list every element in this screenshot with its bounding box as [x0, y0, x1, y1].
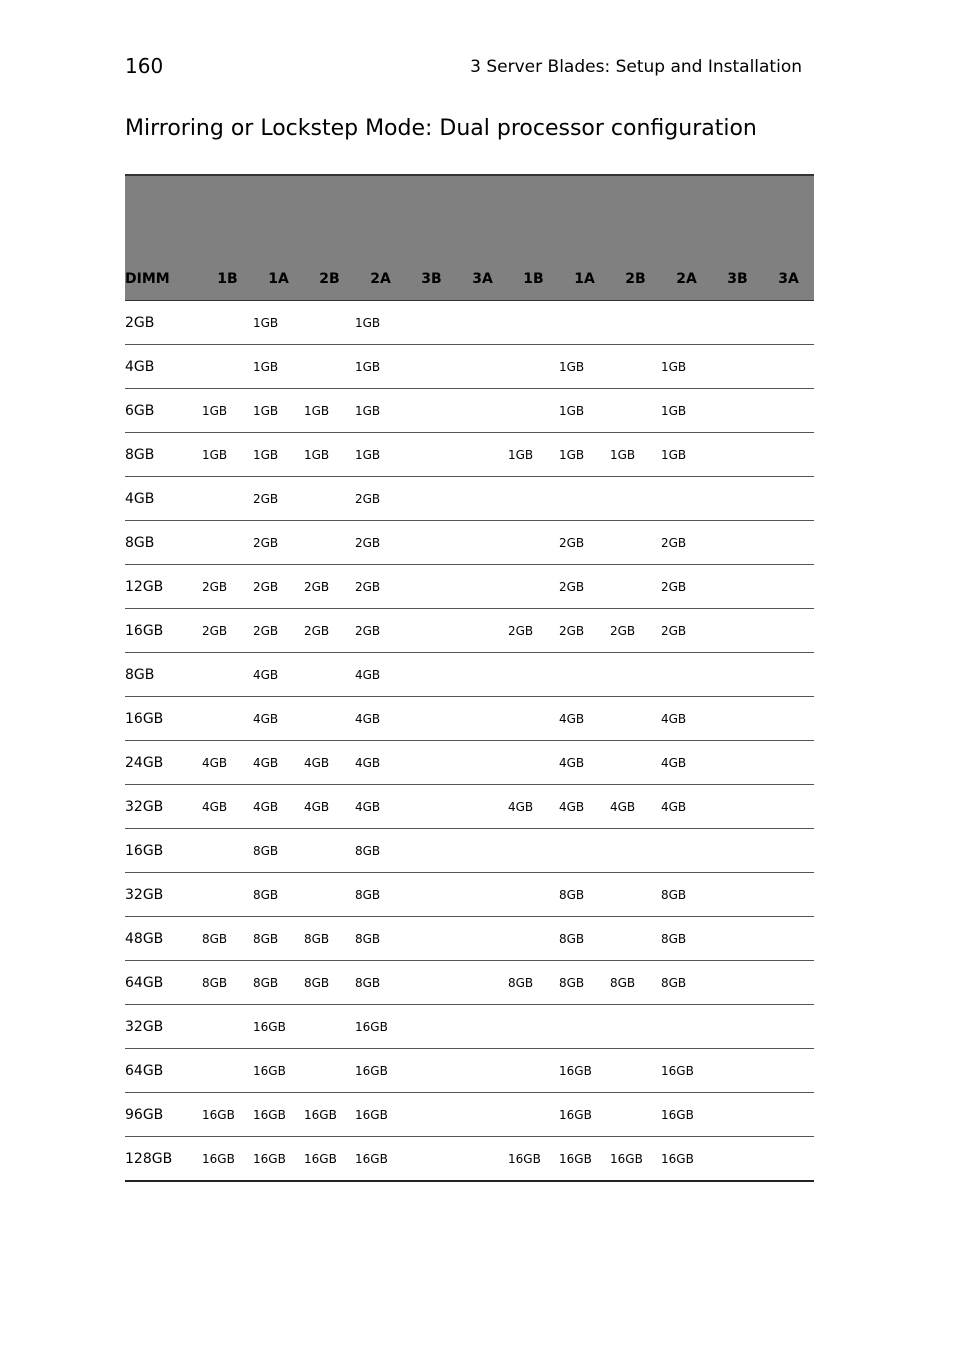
table-row	[125, 345, 814, 389]
table-cell: 1GB	[253, 301, 304, 345]
table-row	[125, 1005, 814, 1049]
table-cell	[457, 301, 508, 345]
table-cell	[304, 345, 355, 389]
row-total-cell: 8GB	[125, 433, 202, 477]
table-cell	[406, 345, 457, 389]
table-cell	[202, 653, 253, 697]
table-cell	[202, 697, 253, 741]
column-header: 1A	[559, 257, 610, 301]
row-total-cell: 96GB	[125, 1093, 202, 1137]
table-cell: 1GB	[559, 433, 610, 477]
table-cell: 8GB	[304, 961, 355, 1005]
table-cell	[712, 521, 763, 565]
table-cell	[406, 477, 457, 521]
table-cell: 16GB	[253, 1049, 304, 1093]
row-total-cell: 12GB	[125, 565, 202, 609]
table-cell	[406, 433, 457, 477]
table-cell: 2GB	[202, 609, 253, 653]
table-cell	[406, 565, 457, 609]
table-cell	[763, 961, 814, 1005]
table-cell: 8GB	[559, 873, 610, 917]
table-cell	[508, 653, 559, 697]
page-number: 160	[125, 54, 164, 78]
table-cell: 16GB	[253, 1005, 304, 1049]
table-row	[125, 1137, 814, 1182]
table-cell	[202, 301, 253, 345]
table-cell	[457, 697, 508, 741]
table-cell: 2GB	[304, 565, 355, 609]
row-total-cell: 4GB	[125, 345, 202, 389]
table-cell	[763, 741, 814, 785]
table-cell	[202, 477, 253, 521]
column-header: DIMM	[125, 257, 202, 301]
table-cell	[457, 345, 508, 389]
table-cell: 1GB	[202, 389, 253, 433]
table-cell	[610, 653, 661, 697]
table-cell: 4GB	[304, 741, 355, 785]
table-cell: 8GB	[355, 873, 406, 917]
table-cell	[712, 1049, 763, 1093]
table-cell	[508, 1005, 559, 1049]
table-cell: 2GB	[559, 609, 610, 653]
table-cell: 16GB	[661, 1049, 712, 1093]
table-row	[125, 873, 814, 917]
table-cell: 8GB	[355, 961, 406, 1005]
table-cell	[763, 873, 814, 917]
table-cell	[508, 697, 559, 741]
row-total-cell: 6GB	[125, 389, 202, 433]
table-cell	[661, 301, 712, 345]
table-column-headers	[125, 257, 814, 301]
table-cell: 8GB	[202, 917, 253, 961]
table-cell: 16GB	[355, 1005, 406, 1049]
table-cell: 4GB	[661, 697, 712, 741]
table-cell	[508, 873, 559, 917]
table-cell: 4GB	[355, 741, 406, 785]
table-cell	[763, 697, 814, 741]
table-cell: 1GB	[304, 433, 355, 477]
table-cell	[763, 301, 814, 345]
table-cell: 1GB	[355, 433, 406, 477]
table-cell: 1GB	[559, 345, 610, 389]
table-cell	[406, 697, 457, 741]
table-cell: 16GB	[559, 1137, 610, 1182]
table-cell: 4GB	[304, 785, 355, 829]
table-cell	[610, 1093, 661, 1137]
table-cell: 2GB	[610, 609, 661, 653]
column-header: 3A	[763, 257, 814, 301]
table-cell	[610, 301, 661, 345]
table-cell: 8GB	[559, 961, 610, 1005]
table-cell: 1GB	[253, 389, 304, 433]
table-cell	[457, 477, 508, 521]
table-row	[125, 609, 814, 653]
table-cell: 4GB	[253, 785, 304, 829]
table-cell	[559, 653, 610, 697]
section-title: Mirroring or Lockstep Mode: Dual processor configuration	[125, 116, 757, 141]
table-cell: 16GB	[202, 1093, 253, 1137]
table-cell: 4GB	[559, 697, 610, 741]
table-cell	[457, 917, 508, 961]
table-cell: 4GB	[610, 785, 661, 829]
table-cell: 2GB	[253, 609, 304, 653]
table-cell: 2GB	[355, 565, 406, 609]
column-header: 2B	[304, 257, 355, 301]
table-cell	[304, 873, 355, 917]
column-header: 3A	[457, 257, 508, 301]
table-cell	[610, 829, 661, 873]
table-cell	[610, 521, 661, 565]
table-cell	[763, 785, 814, 829]
table-cell	[763, 609, 814, 653]
table-cell: 2GB	[559, 521, 610, 565]
table-row	[125, 785, 814, 829]
table-cell: 8GB	[304, 917, 355, 961]
table-cell: 16GB	[202, 1137, 253, 1182]
table-cell	[763, 653, 814, 697]
table-cell	[610, 741, 661, 785]
table-cell	[610, 917, 661, 961]
table-cell: 4GB	[202, 741, 253, 785]
table-cell	[457, 609, 508, 653]
table-cell: 2GB	[661, 609, 712, 653]
table-cell	[457, 565, 508, 609]
table-row	[125, 477, 814, 521]
table-cell	[457, 1137, 508, 1182]
table-cell: 4GB	[559, 741, 610, 785]
table-cell	[661, 653, 712, 697]
table-cell	[712, 741, 763, 785]
table-cell	[508, 917, 559, 961]
column-header: 2A	[661, 257, 712, 301]
table-row	[125, 301, 814, 345]
table-cell	[712, 433, 763, 477]
table-cell	[763, 917, 814, 961]
table-cell	[406, 829, 457, 873]
table-cell: 4GB	[355, 697, 406, 741]
table-cell: 1GB	[355, 389, 406, 433]
table-cell	[406, 609, 457, 653]
row-total-cell: 128GB	[125, 1137, 202, 1182]
table-row	[125, 917, 814, 961]
table-cell	[508, 1093, 559, 1137]
table-cell	[712, 653, 763, 697]
table-row	[125, 829, 814, 873]
table-cell: 2GB	[661, 521, 712, 565]
row-total-cell: 8GB	[125, 521, 202, 565]
table-row	[125, 1049, 814, 1093]
table-cell	[712, 1137, 763, 1182]
table-cell	[661, 1005, 712, 1049]
table-cell: 2GB	[355, 521, 406, 565]
table-cell: 16GB	[304, 1137, 355, 1182]
table-cell	[457, 1005, 508, 1049]
table-cell	[712, 873, 763, 917]
table-cell	[406, 653, 457, 697]
table-cell	[457, 785, 508, 829]
table-cell	[457, 389, 508, 433]
table-cell	[610, 1005, 661, 1049]
table-cell: 4GB	[202, 785, 253, 829]
row-total-cell: 24GB	[125, 741, 202, 785]
running-header: 3 Server Blades: Setup and Installation	[470, 57, 802, 77]
table-cell: 4GB	[355, 785, 406, 829]
table-row	[125, 961, 814, 1005]
table-cell: 8GB	[661, 917, 712, 961]
row-total-cell: 16GB	[125, 829, 202, 873]
table-cell	[202, 1049, 253, 1093]
table-cell: 8GB	[610, 961, 661, 1005]
table-cell	[712, 917, 763, 961]
table-row	[125, 521, 814, 565]
row-total-cell: 4GB	[125, 477, 202, 521]
table-cell	[763, 829, 814, 873]
table-cell: 2GB	[355, 609, 406, 653]
table-cell: 4GB	[355, 653, 406, 697]
table-cell: 2GB	[253, 477, 304, 521]
table-cell: 4GB	[253, 653, 304, 697]
table-cell: 2GB	[559, 565, 610, 609]
table-cell	[508, 389, 559, 433]
table-cell	[406, 301, 457, 345]
column-header: 3B	[406, 257, 457, 301]
table-cell	[508, 741, 559, 785]
table-cell	[406, 785, 457, 829]
table-cell: 4GB	[253, 697, 304, 741]
column-header: 2B	[610, 257, 661, 301]
table-cell	[457, 1049, 508, 1093]
table-cell: 2GB	[355, 477, 406, 521]
row-total-cell: 32GB	[125, 873, 202, 917]
table-cell: 2GB	[304, 609, 355, 653]
table-cell: 1GB	[661, 433, 712, 477]
table-cell: 16GB	[661, 1093, 712, 1137]
table-cell	[457, 741, 508, 785]
table-cell	[406, 1137, 457, 1182]
table-cell	[712, 301, 763, 345]
table-cell	[763, 1093, 814, 1137]
table-cell	[406, 741, 457, 785]
row-total-cell: 16GB	[125, 609, 202, 653]
table-cell: 8GB	[559, 917, 610, 961]
table-cell	[508, 301, 559, 345]
table-cell	[712, 609, 763, 653]
table-cell: 1GB	[610, 433, 661, 477]
table-cell	[610, 1049, 661, 1093]
table-cell: 16GB	[355, 1093, 406, 1137]
table-cell	[559, 477, 610, 521]
table-cell: 1GB	[253, 433, 304, 477]
table-cell: 16GB	[253, 1137, 304, 1182]
row-total-cell: 64GB	[125, 961, 202, 1005]
table-cell	[508, 521, 559, 565]
table-cell	[661, 829, 712, 873]
table-cell	[763, 477, 814, 521]
table-cell: 16GB	[355, 1049, 406, 1093]
table-cell: 1GB	[508, 433, 559, 477]
column-header: 2A	[355, 257, 406, 301]
table-cell	[202, 873, 253, 917]
table-cell: 1GB	[355, 301, 406, 345]
table-cell	[508, 565, 559, 609]
table-cell	[202, 1005, 253, 1049]
table-row	[125, 433, 814, 477]
table-header-band	[125, 175, 814, 257]
table-cell	[712, 829, 763, 873]
table-row	[125, 389, 814, 433]
column-header: 1B	[202, 257, 253, 301]
table-cell	[712, 389, 763, 433]
table-cell	[712, 345, 763, 389]
table-cell: 4GB	[253, 741, 304, 785]
row-total-cell: 8GB	[125, 653, 202, 697]
table-cell	[406, 1093, 457, 1137]
table-cell: 1GB	[202, 433, 253, 477]
table-row	[125, 1093, 814, 1137]
table-cell: 1GB	[559, 389, 610, 433]
table-cell	[304, 301, 355, 345]
table-row	[125, 741, 814, 785]
table-cell	[457, 873, 508, 917]
row-total-cell: 2GB	[125, 301, 202, 345]
table-cell: 2GB	[202, 565, 253, 609]
table-cell	[406, 521, 457, 565]
table-cell	[406, 1005, 457, 1049]
table-cell	[763, 1005, 814, 1049]
table-cell	[712, 697, 763, 741]
table-cell: 1GB	[304, 389, 355, 433]
table-cell: 1GB	[661, 389, 712, 433]
table-cell: 2GB	[661, 565, 712, 609]
table-cell	[712, 477, 763, 521]
table-cell	[202, 829, 253, 873]
table-cell: 8GB	[661, 961, 712, 1005]
table-cell	[559, 301, 610, 345]
table-cell	[304, 521, 355, 565]
table-cell: 8GB	[355, 829, 406, 873]
table-cell	[457, 1093, 508, 1137]
table-cell: 16GB	[610, 1137, 661, 1182]
table-cell	[763, 1049, 814, 1093]
table-cell	[712, 565, 763, 609]
table-row	[125, 697, 814, 741]
table-cell: 4GB	[661, 785, 712, 829]
table-cell: 8GB	[253, 873, 304, 917]
table-cell	[763, 1137, 814, 1182]
table-cell	[610, 477, 661, 521]
column-header: 1A	[253, 257, 304, 301]
table-cell	[457, 829, 508, 873]
table-cell	[406, 961, 457, 1005]
table-cell: 8GB	[355, 917, 406, 961]
table-cell	[304, 829, 355, 873]
table-cell	[304, 697, 355, 741]
table-cell	[763, 433, 814, 477]
table-cell	[763, 389, 814, 433]
row-total-cell: 48GB	[125, 917, 202, 961]
table-cell	[712, 1005, 763, 1049]
table-cell	[763, 345, 814, 389]
table-cell	[457, 521, 508, 565]
row-total-cell: 64GB	[125, 1049, 202, 1093]
column-header: 3B	[712, 257, 763, 301]
table-row	[125, 653, 814, 697]
table-cell: 8GB	[661, 873, 712, 917]
table-cell	[712, 961, 763, 1005]
table-cell	[304, 477, 355, 521]
table-cell: 16GB	[559, 1049, 610, 1093]
table-cell: 4GB	[508, 785, 559, 829]
table-cell	[508, 477, 559, 521]
table-cell	[712, 785, 763, 829]
table-cell	[304, 1049, 355, 1093]
table-cell	[508, 1049, 559, 1093]
table-cell: 2GB	[253, 521, 304, 565]
table-cell: 8GB	[508, 961, 559, 1005]
table-cell: 8GB	[253, 829, 304, 873]
row-total-cell: 32GB	[125, 1005, 202, 1049]
table-cell	[406, 873, 457, 917]
dimm-configuration-table	[125, 174, 814, 1182]
table-cell	[508, 345, 559, 389]
table-cell: 16GB	[304, 1093, 355, 1137]
table-cell	[202, 521, 253, 565]
table-cell	[457, 433, 508, 477]
table-cell: 4GB	[661, 741, 712, 785]
table-cell: 2GB	[508, 609, 559, 653]
table-cell: 1GB	[661, 345, 712, 389]
row-total-cell: 32GB	[125, 785, 202, 829]
table-cell	[559, 829, 610, 873]
table-cell	[712, 1093, 763, 1137]
table-cell	[457, 961, 508, 1005]
table-cell: 16GB	[661, 1137, 712, 1182]
table-cell: 16GB	[355, 1137, 406, 1182]
table-cell: 1GB	[253, 345, 304, 389]
table-cell: 16GB	[253, 1093, 304, 1137]
table-cell	[304, 1005, 355, 1049]
table-cell: 2GB	[253, 565, 304, 609]
table-cell	[202, 345, 253, 389]
table-cell	[610, 565, 661, 609]
table-cell	[559, 1005, 610, 1049]
table-cell	[610, 697, 661, 741]
table-cell: 8GB	[253, 917, 304, 961]
table-cell	[610, 345, 661, 389]
column-header: 1B	[508, 257, 559, 301]
table-cell	[304, 653, 355, 697]
table-cell: 4GB	[559, 785, 610, 829]
table-cell: 16GB	[508, 1137, 559, 1182]
table-row	[125, 565, 814, 609]
table-cell	[457, 653, 508, 697]
table-cell	[406, 389, 457, 433]
table-cell: 8GB	[253, 961, 304, 1005]
table-cell: 8GB	[202, 961, 253, 1005]
table-cell	[610, 873, 661, 917]
table-cell	[508, 829, 559, 873]
table-cell	[763, 521, 814, 565]
table-cell	[406, 917, 457, 961]
table-cell	[610, 389, 661, 433]
table-cell	[406, 1049, 457, 1093]
table-cell: 16GB	[559, 1093, 610, 1137]
table-cell	[763, 565, 814, 609]
row-total-cell: 16GB	[125, 697, 202, 741]
table-cell: 1GB	[355, 345, 406, 389]
table-cell	[661, 477, 712, 521]
